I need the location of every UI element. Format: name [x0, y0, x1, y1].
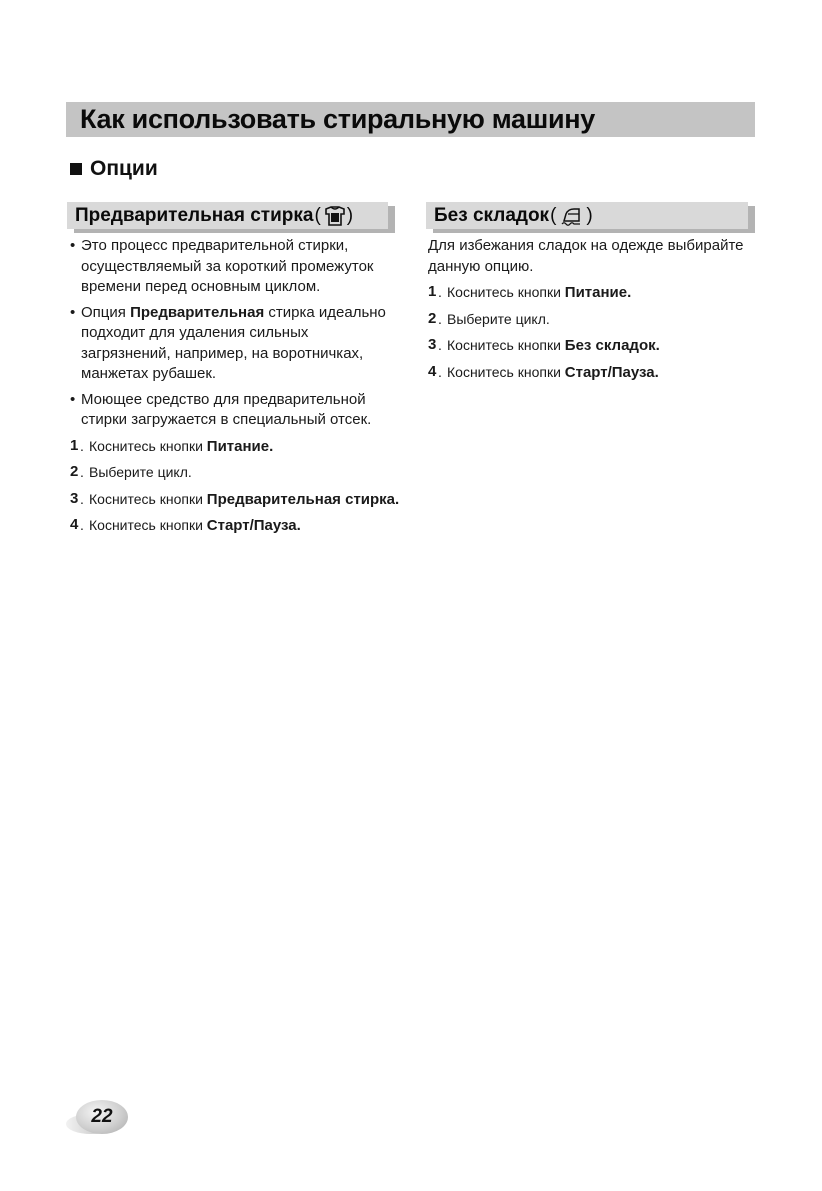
prewash-header-label: Предварительная стирка — [75, 204, 314, 226]
paren-close: ) — [586, 204, 593, 226]
step-item — [428, 309, 758, 331]
step-button-name: Предварительная стирка. — [206, 490, 400, 508]
step-item — [70, 515, 400, 537]
step-text: Коснитесь кнопки — [447, 363, 565, 380]
step-item — [428, 335, 758, 357]
step-number: 3 — [428, 336, 437, 353]
step-number: 2 — [428, 309, 437, 327]
page-title: Как использовать стиральную машину — [80, 104, 595, 134]
step-button-name: Питание. — [564, 284, 632, 301]
step-text: Коснитесь кнопки — [89, 437, 207, 454]
step-text: Выберите цикл. — [89, 464, 192, 480]
step-dot: . — [80, 464, 84, 480]
step-button-name: Питание. — [206, 437, 274, 455]
step-number: 1 — [70, 436, 79, 454]
prewash-shirt-icon — [324, 206, 346, 226]
step-dot: . — [438, 363, 442, 380]
bullet-text: стирка идеально подходит для удаления сильных загрязнений, например, на воротничках, манжетах рубашек. — [81, 303, 386, 382]
step-dot: . — [438, 310, 442, 327]
bullet-item — [70, 303, 400, 385]
step-text: Коснитесь кнопки — [447, 337, 565, 353]
no-crease-header-label: Без складок — [434, 204, 550, 226]
bullet-text: Это процесс предварительной стирки, осуществляемый за короткий промежуток времени перед основным циклом. — [81, 237, 374, 295]
page-number-badge — [66, 1100, 128, 1136]
square-bullet-icon — [70, 163, 82, 175]
intro-text: Для избежания сладок на одежде выбирайте данную опцию. — [428, 237, 744, 275]
step-text: Коснитесь кнопки — [89, 490, 207, 507]
step-button-name: Старт/Пауза. — [564, 363, 659, 381]
step-text: Коснитесь кнопки — [447, 284, 565, 300]
iron-crease-icon — [559, 206, 585, 226]
step-item — [70, 489, 400, 511]
page-number: 22 — [91, 1106, 113, 1127]
step-dot: . — [438, 284, 442, 300]
no-crease-content — [428, 236, 758, 388]
step-text: Выберите цикл. — [447, 310, 550, 327]
section-heading — [70, 157, 158, 181]
no-crease-header — [426, 202, 748, 229]
step-item — [428, 282, 758, 304]
step-number: 4 — [70, 516, 79, 533]
bullet-text: Опция — [81, 303, 131, 321]
step-dot: . — [438, 337, 442, 353]
step-dot: . — [80, 437, 84, 454]
step-number: 1 — [428, 283, 437, 300]
step-button-name: Старт/Пауза. — [206, 517, 301, 534]
step-text: Коснитесь кнопки — [89, 517, 207, 533]
step-dot: . — [80, 490, 84, 507]
paren-close: ) — [346, 204, 354, 226]
section-title: Опции — [90, 157, 158, 180]
paren-open: ( — [550, 204, 557, 226]
prewash-content — [70, 236, 400, 542]
paren-open: ( — [314, 204, 321, 226]
step-number: 4 — [428, 362, 437, 380]
prewash-header — [67, 202, 388, 229]
step-item — [70, 462, 400, 484]
step-dot: . — [80, 517, 84, 533]
bullet-item — [70, 236, 400, 298]
step-item — [70, 436, 400, 458]
step-number: 2 — [70, 463, 79, 480]
step-number: 3 — [70, 489, 79, 507]
step-item — [428, 362, 758, 384]
page-title-bar — [66, 102, 755, 137]
bullet-item — [70, 390, 400, 431]
bullet-bold-text: Предварительная — [130, 303, 265, 321]
bullet-text: Моющее средство для предварительной стирки загружается в специальный отсек. — [81, 390, 372, 428]
step-button-name: Без складок. — [564, 337, 660, 354]
